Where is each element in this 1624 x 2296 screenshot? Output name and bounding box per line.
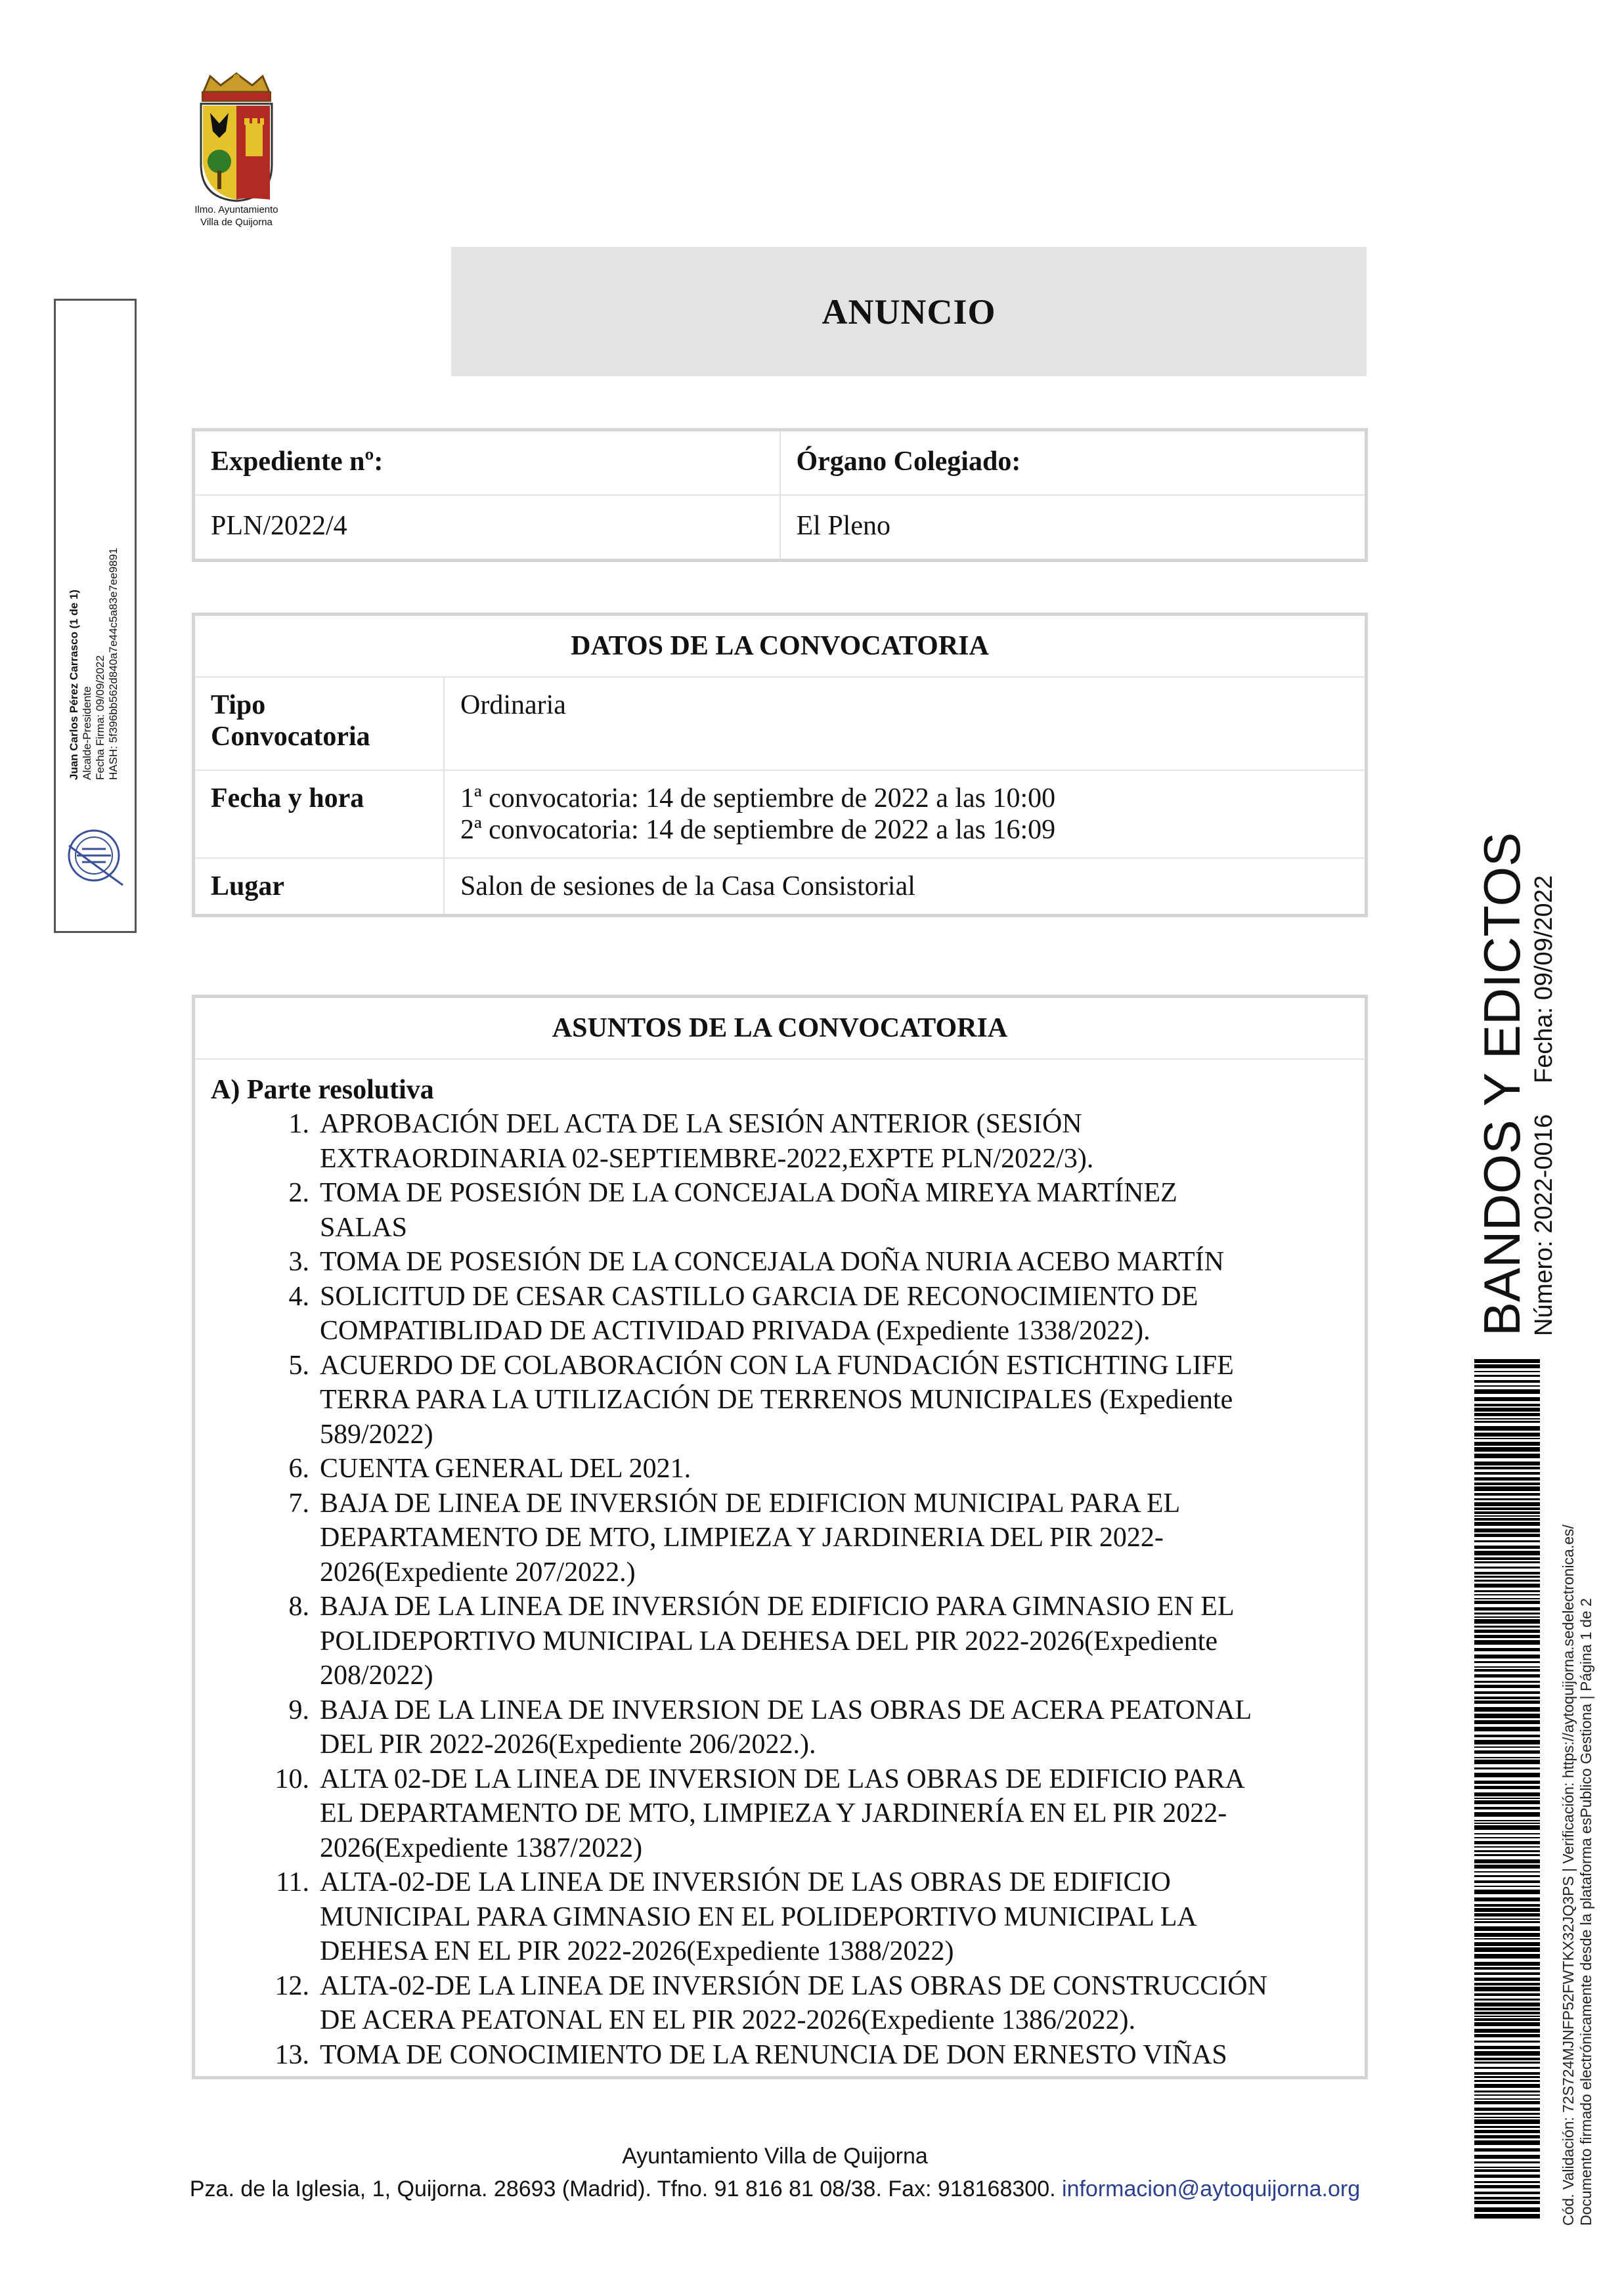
asuntos-list: [211, 1107, 1349, 2072]
logo-caption-line1: Ilmo. Ayuntamiento: [194, 204, 278, 215]
tipo-label-line2: Convocatoria: [211, 722, 370, 752]
tipo-value: Ordinaria: [444, 677, 1367, 770]
fecha-segunda: 2ª convocatoria: 14 de septiembre de 2022 a las 16:09: [460, 815, 1056, 845]
side-numero: Número: 2022-0016: [1530, 1114, 1558, 1336]
asunto-text-line: BAJA DE LA LINEA DE INVERSIÓN DE EDIFICIO PARA GIMNASIO EN EL: [320, 1592, 1235, 1622]
asunto-text-line: EXTRAORDINARIA 02-SEPTIEMBRE-2022,EXPTE PLN/2022/3).: [320, 1143, 1094, 1174]
asunto-text: [320, 2038, 1349, 2073]
asunto-text-line: TERRA PARA LA UTILIZACIÓN DE TERRENOS MUNICIPALES (Expediente: [320, 1385, 1233, 1415]
asunto-text-line: SALAS: [320, 1212, 408, 1243]
side-fecha: Fecha: 09/09/2022: [1530, 875, 1558, 1083]
asunto-text-line: BAJA DE LA LINEA DE INVERSION DE LAS OBRAS DE ACERA PEATONAL: [320, 1695, 1252, 1725]
asunto-item: [211, 1176, 1349, 1245]
asunto-text: [320, 1280, 1349, 1349]
asunto-item: [211, 1245, 1349, 1280]
asunto-text-line: SOLICITUD DE CESAR CASTILLO GARCIA DE RECONOCIMIENTO DE: [320, 1281, 1198, 1312]
asuntos-section: A) Parte resolutiva: [211, 1075, 434, 1105]
asunto-text: [320, 1349, 1349, 1452]
asunto-text-line: APROBACIÓN DEL ACTA DE LA SESIÓN ANTERIOR (SESIÓN: [320, 1109, 1082, 1139]
asunto-text: [320, 1865, 1349, 1969]
asunto-item: [211, 1969, 1349, 2038]
asunto-text: [320, 1693, 1349, 1762]
tipo-label: [194, 677, 445, 770]
asuntos-body: [194, 1059, 1367, 2078]
asunto-number: 6.: [288, 1454, 309, 1484]
barcode-icon: [1474, 1359, 1540, 2219]
signature-box: [54, 299, 137, 933]
asunto-text: [320, 1762, 1349, 1866]
asunto-number: 11.: [276, 1867, 309, 1897]
signature-hash: HASH: 5f396bb562d840a7e44c5a83e7ee9891: [107, 548, 120, 780]
signature-date: Fecha Firma: 09/09/2022: [94, 655, 106, 780]
asunto-number: 10.: [274, 1764, 309, 1794]
lugar-label: Lugar: [194, 858, 445, 916]
side-category: BANDOS Y EDICTOS: [1473, 832, 1531, 1336]
asunto-number: 8.: [288, 1592, 309, 1622]
validation-line1: Cód. Validación: 72S724MJNFP52FWTKX32JQ3PS | Verificación: https://aytoquijorna.sedelectronica.es/: [1560, 1525, 1577, 2226]
asunto-number: 1.: [288, 1109, 309, 1139]
asunto-text-line: 208/2022): [320, 1660, 433, 1691]
asunto-number: 12.: [274, 1970, 309, 2001]
asunto-text-line: POLIDEPORTIVO MUNICIPAL LA DEHESA DEL PIR 2022-2026(Expediente: [320, 1626, 1218, 1657]
asunto-text-line: 589/2022): [320, 1419, 433, 1450]
asunto-text-line: DEHESA EN EL PIR 2022-2026(Expediente 1388/2022): [320, 1936, 954, 1966]
asunto-text-line: COMPATIBLIDAD DE ACTIVIDAD PRIVADA (Expediente 1338/2022).: [320, 1316, 1151, 1346]
footer-org: Ayuntamiento Villa de Quijorna: [622, 2144, 928, 2169]
asunto-text-line: BAJA DE LINEA DE INVERSIÓN DE EDIFICION MUNICIPAL PARA EL: [320, 1488, 1181, 1519]
signature-role: Alcalde-Presidente: [81, 686, 93, 780]
asunto-item: [211, 2038, 1349, 2073]
tipo-label-line1: Tipo: [211, 690, 266, 720]
asunto-number: 7.: [288, 1488, 309, 1519]
asunto-text-line: 2026(Expediente 207/2022.): [320, 1557, 636, 1588]
asunto-text: [320, 1590, 1349, 1693]
asunto-item: [211, 1486, 1349, 1590]
fecha-primera: 1ª convocatoria: 14 de septiembre de 2022 a las 10:00: [460, 783, 1056, 813]
validation-line2: Documento firmado electrónicamente desde la plataforma esPublico Gestiona | Página 1 de 2: [1577, 1598, 1594, 2226]
asunto-number: 3.: [288, 1247, 309, 1277]
asunto-text: [320, 1245, 1349, 1280]
expediente-value: PLN/2022/4: [194, 495, 780, 561]
asunto-item: [211, 1762, 1349, 1866]
asunto-item: [211, 1590, 1349, 1693]
asunto-item: [211, 1349, 1349, 1452]
asunto-text-line: ALTA 02-DE LA LINEA DE INVERSION DE LAS OBRAS DE EDIFICIO PARA: [320, 1764, 1245, 1794]
asunto-text: [320, 1969, 1349, 2038]
asunto-text-line: DEPARTAMENTO DE MTO, LIMPIEZA Y JARDINERIA DEL PIR 2022-: [320, 1523, 1164, 1553]
title-banner: [451, 247, 1367, 376]
asunto-text-line: DEL PIR 2022-2026(Expediente 206/2022.).: [320, 1729, 816, 1760]
asunto-item: [211, 1280, 1349, 1349]
asunto-number: 13.: [274, 2039, 309, 2070]
organo-label: Órgano Colegiado:: [780, 430, 1367, 496]
asunto-text-line: TOMA DE CONOCIMIENTO DE LA RENUNCIA DE DON ERNESTO VIÑAS: [320, 2039, 1227, 2070]
asunto-text-line: 2026(Expediente 1387/2022): [320, 1832, 643, 1863]
footer-email-link[interactable]: informacion@aytoquijorna.org: [1062, 2177, 1361, 2201]
asunto-number: 4.: [288, 1281, 309, 1312]
asunto-number: 9.: [288, 1695, 309, 1725]
organo-value: El Pleno: [780, 495, 1367, 561]
fecha-value: [444, 770, 1367, 858]
logo-caption: [177, 204, 296, 228]
asunto-item: [211, 1865, 1349, 1969]
asunto-item: [211, 1107, 1349, 1176]
asunto-text-line: ACUERDO DE COLABORACIÓN CON LA FUNDACIÓN ESTICHTING LIFE: [320, 1350, 1234, 1381]
fecha-label: Fecha y hora: [194, 770, 445, 858]
footer-address: [0, 2177, 1550, 2202]
asunto-text-line: TOMA DE POSESIÓN DE LA CONCEJALA DOÑA MIREYA MARTÍNEZ: [320, 1178, 1177, 1208]
asuntos-table: [192, 995, 1368, 2079]
page-title: ANUNCIO: [822, 292, 996, 332]
asunto-text-line: ALTA-02-DE LA LINEA DE INVERSIÓN DE LAS OBRAS DE EDIFICIO: [320, 1867, 1171, 1897]
asunto-text-line: ALTA-02-DE LA LINEA DE INVERSIÓN DE LAS OBRAS DE CONSTRUCCIÓN: [320, 1970, 1267, 2001]
logo-caption-line2: Villa de Quijorna: [200, 217, 273, 228]
asunto-number: 5.: [288, 1350, 309, 1381]
asunto-item: [211, 1693, 1349, 1762]
asunto-item: [211, 1452, 1349, 1486]
signature-name: Juan Carlos Pérez Carrasco (1 de 1): [68, 589, 80, 780]
asunto-text: [320, 1176, 1349, 1245]
lugar-value: Salon de sesiones de la Casa Consistorial: [444, 858, 1367, 916]
asunto-text-line: EL DEPARTAMENTO DE MTO, LIMPIEZA Y JARDINERÍA EN EL PIR 2022-: [320, 1798, 1227, 1829]
asunto-text: [320, 1486, 1349, 1590]
asunto-text: [320, 1452, 1349, 1486]
datos-heading: DATOS DE LA CONVOCATORIA: [194, 615, 1367, 678]
asuntos-heading: ASUNTOS DE LA CONVOCATORIA: [194, 997, 1367, 1060]
footer-address-text: Pza. de la Iglesia, 1, Quijorna. 28693 (Madrid). Tfno. 91 816 81 08/38. Fax: 918168300.: [189, 2177, 1056, 2201]
asunto-text: [320, 1107, 1349, 1176]
asunto-text-line: TOMA DE POSESIÓN DE LA CONCEJALA DOÑA NURIA ACEBO MARTÍN: [320, 1247, 1224, 1277]
signature-seal-icon: [62, 819, 128, 892]
expediente-table: [192, 428, 1368, 562]
asunto-number: 2.: [288, 1178, 309, 1208]
expediente-label: Expediente nº:: [194, 430, 780, 496]
datos-convocatoria-table: [192, 613, 1368, 917]
asunto-text-line: DE ACERA PEATONAL EN EL PIR 2022-2026(Expediente 1386/2022).: [320, 2005, 1136, 2035]
asunto-text-line: MUNICIPAL PARA GIMNASIO EN EL POLIDEPORTIVO MUNICIPAL LA: [320, 1901, 1197, 1932]
asunto-text-line: CUENTA GENERAL DEL 2021.: [320, 1454, 691, 1484]
